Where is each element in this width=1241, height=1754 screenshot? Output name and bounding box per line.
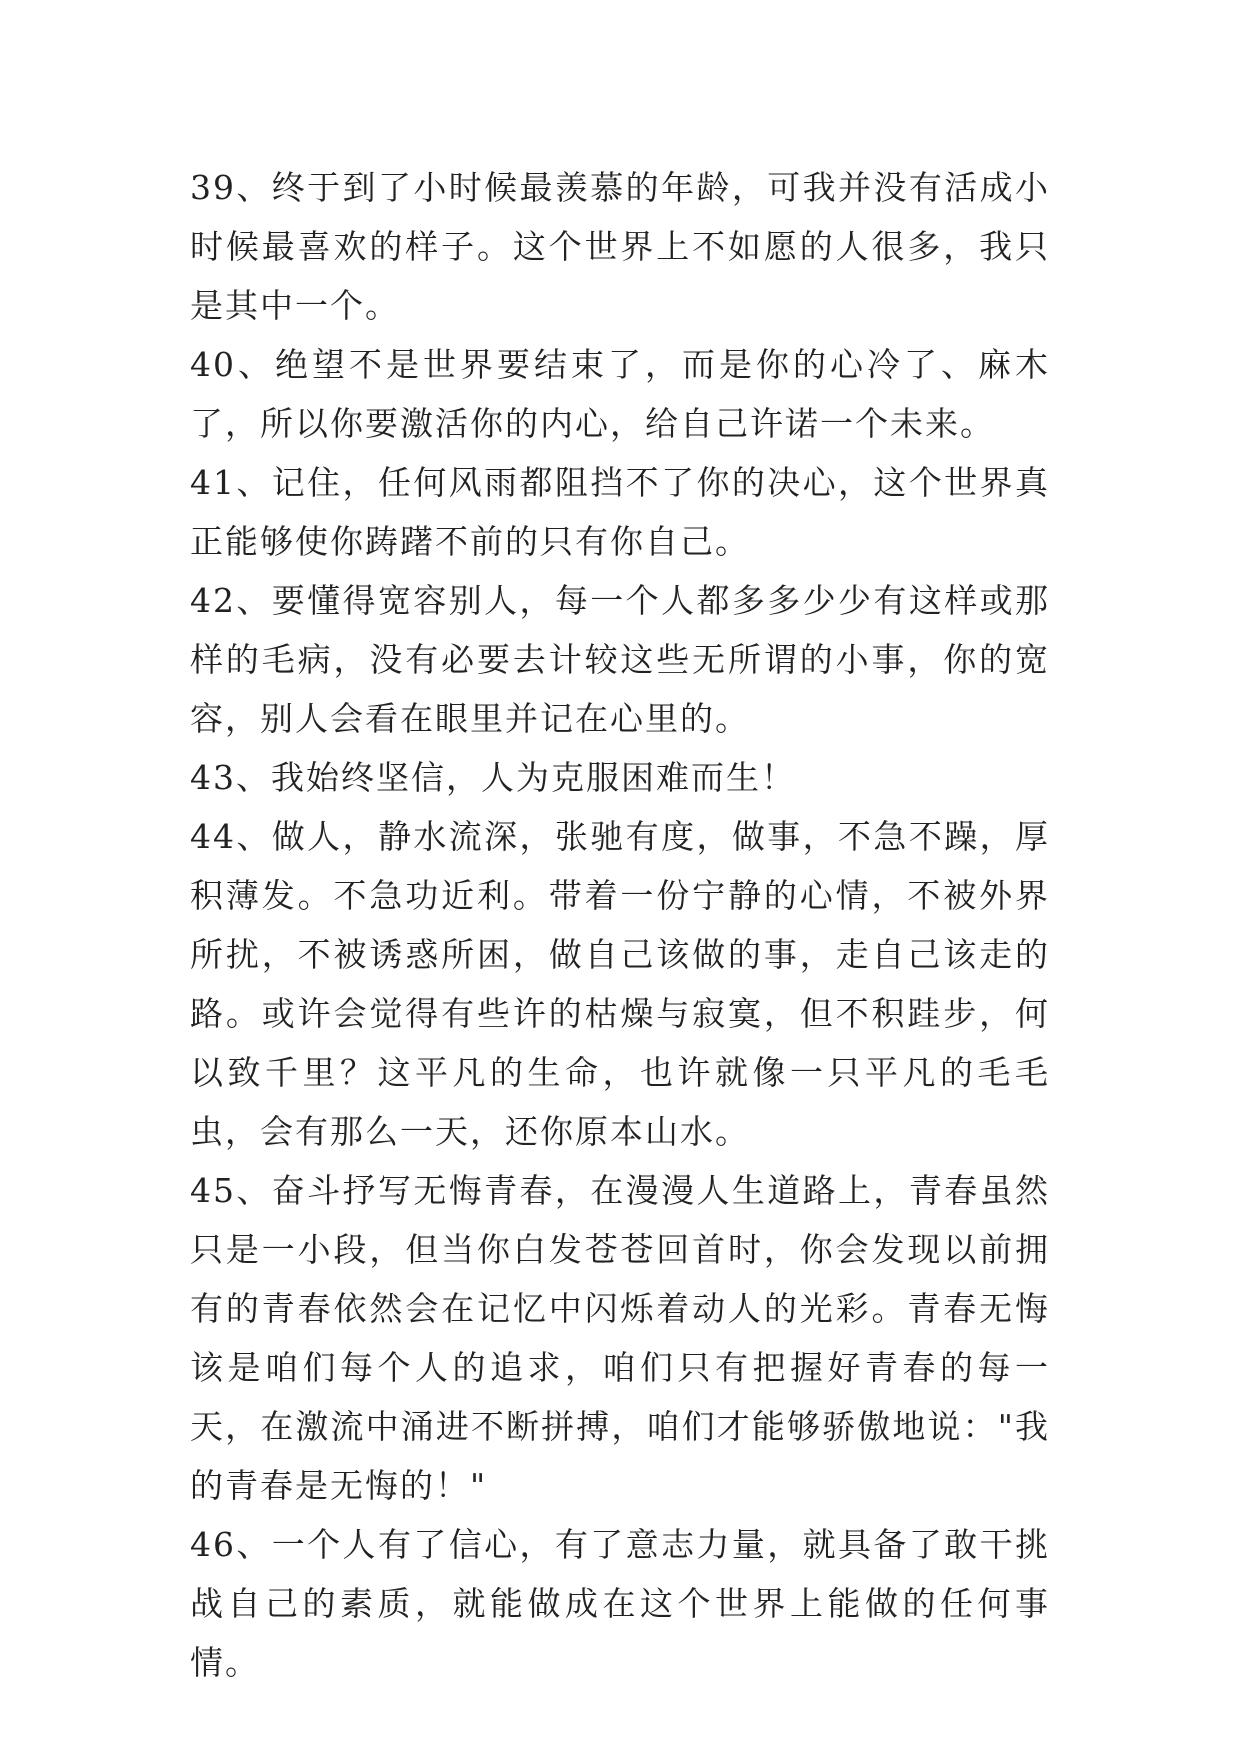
paragraph-42: 42、要懂得宽容别人，每一个人都多多少少有这样或那样的毛病，没有必要去计较这些无所谓的小事，你的宽容，别人会看在眼里并记在心里的。 (190, 581, 1050, 738)
paragraph-40: 40、绝望不是世界要结束了，而是你的心冷了、麻木了，所以你要激活你的内心，给自己许诺一个未来。 (190, 345, 1050, 443)
paragraph-45: 45、奋斗抒写无悔青春，在漫漫人生道路上，青春虽然只是一小段，但当你白发苍苍回首时，你会发现以前拥有的青春依然会在记忆中闪烁着动人的光彩。青春无悔该是咱们每个人的追求，咱们只有把握好青春的每一天，在激流中涌进不断拼搏，咱们才能够骄傲地说："我的青春是无悔的！" (190, 1171, 1050, 1505)
paragraph-39: 39、终于到了小时候最羡慕的年龄，可我并没有活成小时候最喜欢的样子。这个世界上不如愿的人很多，我只是其中一个。 (190, 168, 1050, 325)
paragraph-43: 43、我始终坚信，人为克服困难而生！ (190, 758, 796, 797)
document-body (190, 158, 1050, 1692)
paragraph-41: 41、记住，任何风雨都阻挡不了你的决心，这个世界真正能够使你踌躇不前的只有你自己。 (190, 463, 1050, 561)
paragraph-46: 46、一个人有了信心，有了意志力量，就具备了敢干挑战自己的素质，就能做成在这个世界上能做的任何事情。 (190, 1525, 1050, 1682)
paragraph-44: 44、做人，静水流深，张驰有度，做事，不急不躁，厚积薄发。不急功近利。带着一份宁静的心情，不被外界所扰，不被诱惑所困，做自己该做的事，走自己该走的路。或许会觉得有些许的枯燥与寂寞，但不积跬步，何以致千里？这平凡的生命，也许就像一只平凡的毛毛虫，会有那么一天，还你原本山水。 (190, 817, 1050, 1151)
